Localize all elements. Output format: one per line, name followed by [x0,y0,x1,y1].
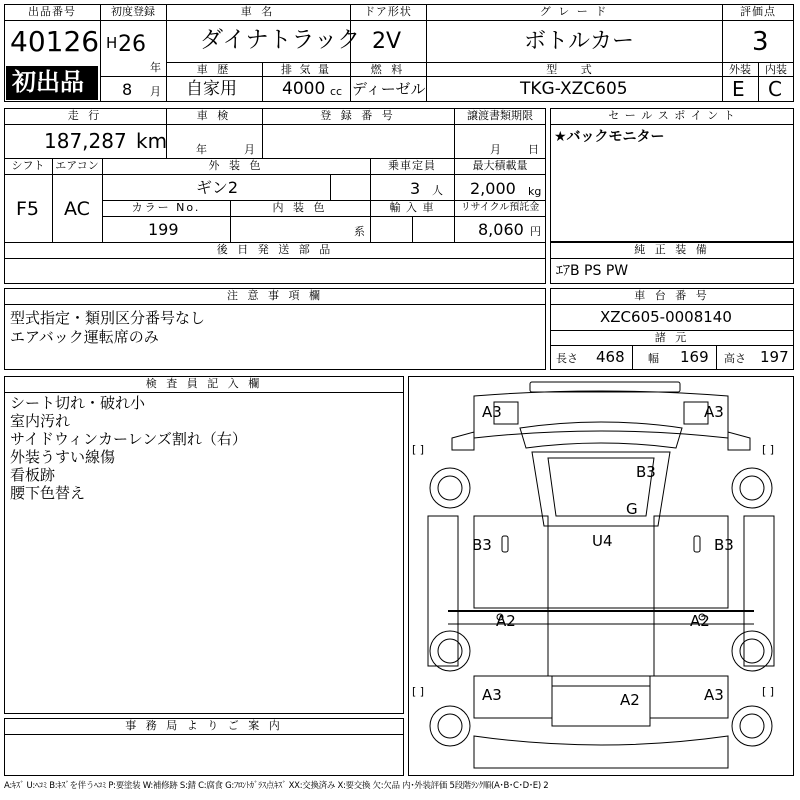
lot-number: 40126 [10,25,100,58]
model: TKG-XZC605 [520,79,628,99]
door-type: 2V [372,29,402,54]
color-no-label: カラー No. [131,201,201,214]
legend: A:ｷｽﾞ U:ﾍｺﾐ B:ｷｽﾞを伴うﾍｺﾐ P:要塗装 W:補修跡 S:錆 C:腐食 G:ﾌﾛﾝﾄｶﾞﾗｽ点ｷｽﾞ XX:交換済み X:要交換 欠:欠品 内･外装評価 5段階ﾗﾝｸ順(A･B･C･D･E) 2 [4,781,549,791]
height-label: 高さ [724,352,746,365]
notes-label: 注 意 事 項 欄 [227,289,323,302]
color-no: 199 [148,220,179,239]
office-label: 事 務 局 よ り ご 案 内 [125,719,283,732]
first-reg-month: 8 [122,80,133,99]
inspector-label: 検 査 員 記 入 欄 [145,377,263,390]
fuel-label: 燃 料 [370,63,406,76]
later-parts-label: 後 日 発 送 部 品 [216,243,334,256]
shift: F5 [16,198,40,220]
month-unit: 月 [150,85,161,98]
bracket-left-bottom: [ ] [412,685,425,698]
ext-color: ギン2 [196,178,239,197]
grade-label: グ レ ー ド [539,5,609,18]
bracket-right-bottom: [ ] [762,685,775,698]
interior-grade: C [768,77,782,101]
transfer-day-unit: 日 [528,143,539,156]
model-label: 型 式 [546,63,602,76]
score-label: 評価点 [740,5,776,18]
int-color-unit: 系 [354,225,365,238]
height: 197 [760,348,789,366]
mark-a3-bottom-left: A3 [482,686,502,704]
history-label: 車 歴 [196,63,232,76]
car-diagram [408,376,794,776]
bracket-right-top: [ ] [762,443,775,456]
mark-a3-bottom-right: A3 [704,686,724,704]
inspection-month-unit: 月 [244,143,255,156]
max-load: 2,000 [470,179,516,198]
max-load-unit: kg [528,185,542,198]
transfer-month-unit: 月 [490,143,501,156]
equipment-label: 純 正 装 備 [634,243,710,256]
score: 3 [752,27,769,57]
mark-b3-right: B3 [714,536,734,554]
width-label: 幅 [648,352,659,365]
int-color-label: 内 装 色 [272,201,328,214]
recycle-unit: 円 [530,225,541,238]
displacement-label: 排 気 量 [281,63,331,76]
ext-color-label: 外 装 色 [208,159,264,172]
displacement: 4000 [282,79,326,99]
inspector-line-4: 外装うすい線傷 [10,448,116,466]
first-listing-text: 初出品 [12,68,84,96]
notes-line-2: エアバック運転席のみ [10,328,159,346]
mark-a2-left: A2 [496,612,516,630]
transfer-label: 譲渡書類期限 [467,109,533,122]
length: 468 [596,348,625,366]
dims-label: 諸 元 [654,331,690,344]
import-label: 輸 入 車 [389,201,435,214]
first-reg-label: 初度登録 [111,5,155,18]
max-load-label: 最大積載量 [472,159,528,172]
reg-label: 登 録 番 号 [320,109,396,122]
mark-u4: U4 [592,532,613,550]
history: 自家用 [186,79,237,99]
width: 169 [680,348,709,366]
mark-a3-top-right: A3 [704,403,724,421]
recycle-label: リサイクル預託金 [460,202,540,213]
mark-b3-top: B3 [636,463,656,481]
inspector-line-6: 腰下色替え [10,484,86,502]
bracket-left-top: [ ] [412,443,425,456]
sales-point-label: セ ー ル ス ポ イ ン ト [608,109,736,122]
exterior-label: 外装 [729,63,751,76]
capacity: 3 [410,179,421,198]
mark-a2-bottom: A2 [620,691,640,709]
mark-a2-right: A2 [690,612,710,630]
mark-g: G [626,500,638,518]
car-name-label: 車 名 [240,5,276,18]
sales-point-text: ★バックモニター [554,129,665,145]
inspector-line-1: シート切れ・破れ小 [10,394,146,412]
chassis-number: XZC605-0008140 [600,308,732,326]
chassis-label: 車 台 番 号 [634,289,710,302]
interior-label: 内装 [765,63,787,76]
mark-a3-top-left: A3 [482,403,502,421]
mark-b3-left: B3 [472,536,492,554]
length-label: 長さ [556,352,578,365]
first-reg-year: 26 [118,32,146,57]
mileage: 187,287 [44,129,127,153]
fuel: ディーゼル [352,80,426,98]
shift-label: シフト [11,159,45,172]
grade: ボトルカー [524,29,635,54]
exterior-grade: E [732,77,745,101]
inspection-year-unit: 年 [196,143,207,156]
inspector-line-5: 看板跡 [10,466,56,484]
ac: AC [64,198,90,220]
displacement-unit: cc [330,85,343,98]
equipment-text: ｴｱB PS PW [556,263,629,279]
inspector-line-2: 室内汚れ [10,412,71,430]
mileage-unit: km [136,129,168,153]
car-name: ダイナトラック [200,27,361,53]
inspector-line-3: サイドウィンカーレンズ割れ（右） [10,430,247,448]
inspection-label: 車 検 [196,109,232,122]
capacity-unit: 人 [432,184,443,197]
recycle-deposit: 8,060 [478,220,524,239]
door-label: ドア形状 [364,5,412,18]
era-mark: H [106,34,118,52]
capacity-label: 乗車定員 [388,159,436,172]
ac-label: エアコン [55,159,99,172]
notes-line-1: 型式指定・類別区分番号なし [10,309,206,327]
mileage-label: 走 行 [67,109,103,122]
year-unit: 年 [150,61,161,74]
lot-label: 出品番号 [28,5,76,18]
